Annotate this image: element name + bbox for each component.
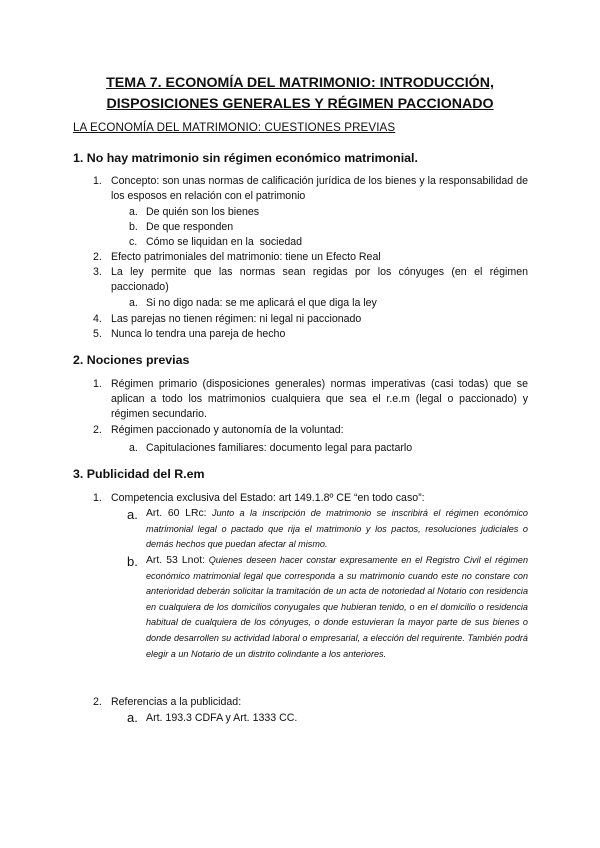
list-number: 1.	[93, 378, 102, 390]
list-letter: c.	[129, 236, 138, 248]
article-quote: Quienes deseen hacer constar expresamente en el Registro Civil el régimen económico matrimonial legal que corresponda a su matrimonio cuando este no constare con anterioridad deberán solicitar la tramitación de un acta de notoriedad al Notario con residencia en cualquiera de los domicilios conyugales que hubieran tenido, o en el domicilio o residencia habitual de cualquiera de los cónyuges, o donde estuvieran la mayor parte de sus bienes o donde desarrollen su actividad laboral o empresarial, a elección del requirente. También podrá elegir a un Notario de un distrito colindante a los anteriores.	[146, 555, 529, 659]
article-label: Art. 53 Lnot:	[146, 555, 205, 566]
list-letter: b.	[127, 554, 138, 569]
section-subheading: LA ECONOMÍA DEL MATRIMONIO: CUESTIONES PREVIAS	[73, 121, 396, 134]
list-item: Concepto: son unas normas de calificación jurídica de los bienes y la responsabilidad de los esposos en relación con el patrimonio	[111, 175, 528, 203]
list-letter: a.	[127, 507, 138, 522]
list-item: Art. 193.3 CDFA y Art. 1333 CC.	[146, 712, 298, 724]
title-line-1: TEMA 7. ECONOMÍA DEL MATRIMONIO: INTRODUCCIÓN,	[106, 75, 494, 91]
list-item: Las parejas no tienen régimen: ni legal ni paccionado	[111, 313, 362, 325]
list-number: 1.	[93, 492, 102, 504]
list-item	[146, 553, 528, 662]
list-number: 2.	[93, 424, 102, 436]
list-item: La ley permite que las normas sean regidas por los cónyuges (en el régimen paccionado)	[111, 266, 528, 294]
list-item: Referencias a la publicidad:	[111, 696, 242, 708]
list-item: De que responden	[146, 221, 234, 233]
list-item: Régimen paccionado y autonomía de la voluntad:	[111, 424, 344, 436]
list-item: Efecto patrimoniales del matrimonio: tiene un Efecto Real	[111, 251, 381, 263]
list-item: Capitulaciones familiares: documento legal para pactarlo	[146, 442, 413, 454]
list-letter: b.	[129, 221, 138, 233]
section-1-heading: 1. No hay matrimonio sin régimen económico matrimonial.	[73, 151, 418, 165]
list-item: Nunca lo tendra una pareja de hecho	[111, 328, 286, 340]
article-label: Art. 60 LRc:	[146, 508, 207, 519]
list-number: 3.	[93, 266, 102, 278]
list-letter: a.	[129, 297, 138, 309]
list-letter: a.	[129, 442, 138, 454]
article-quote: Junto a la inscripción de matrimonio se inscribirá el régimen económico matrimonial legal o pactado que rija el matrimonio y los pactos, resoluciones judiciales o demás hechos que puedan afectar al mismo.	[146, 508, 528, 550]
list-number: 2.	[93, 696, 102, 708]
section-3-heading: 3. Publicidad del R.em	[73, 467, 205, 481]
list-item: Si no digo nada: se me aplicará el que diga la ley	[146, 297, 377, 309]
list-letter: a.	[127, 710, 138, 725]
list-number: 1.	[93, 175, 102, 187]
list-number: 2.	[93, 251, 102, 263]
list-number: 4.	[93, 313, 102, 325]
list-item: Cómo se liquidan en la sociedad	[146, 236, 303, 248]
section-2-heading: 2. Nociones previas	[73, 353, 190, 367]
list-item	[146, 506, 528, 553]
title-line-2: DISPOSICIONES GENERALES Y RÉGIMEN PACCIONADO	[106, 96, 494, 112]
list-item: De quién son los bienes	[146, 206, 260, 218]
page-title	[60, 73, 540, 115]
list-item: Competencia exclusiva del Estado: art 149.1.8º CE “en todo caso”:	[111, 492, 425, 504]
list-item: Régimen primario (disposiciones generales) normas imperativas (casi todas) que se aplican a todo los matrimonios cualquiera que sea el r.e.m (legal o paccionado) y régimen secundario.	[111, 378, 528, 421]
list-number: 5.	[93, 328, 102, 340]
list-letter: a.	[129, 206, 138, 218]
